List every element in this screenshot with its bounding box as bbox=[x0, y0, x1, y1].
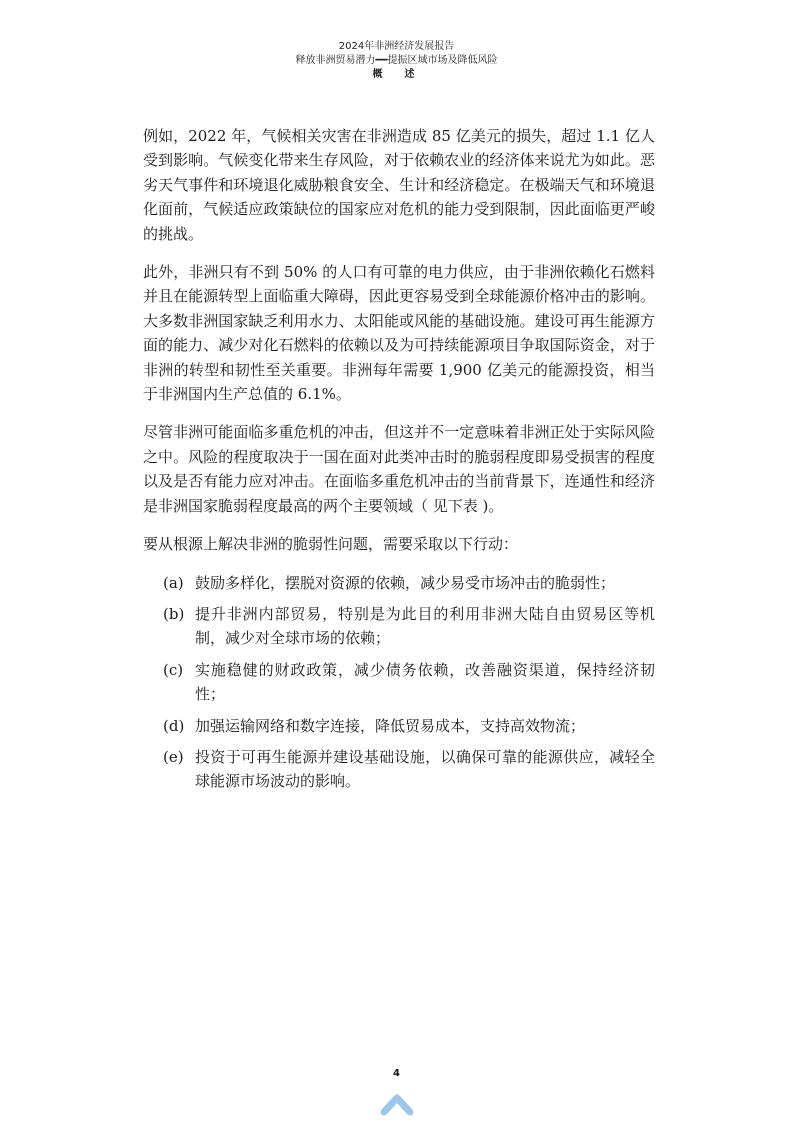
list-item bbox=[143, 714, 655, 738]
list-marker: (b) bbox=[163, 604, 185, 623]
paragraph-2: 此外，非洲只有不到 50% 的人口有可靠的电力供应，由于非洲依赖化石燃料并且在能源转型上面临重大障碍，因此更容易受到全球能源价格冲击的影响。大多数非洲国家缺乏利用水力、太阳能或风能的基础设施。建设可再生能源方面的能力、减少对化石燃料的依赖以及为可持续能源项目争取国际资金，对于非洲的转型和韧性至关重要。非洲每年需要 1,900 亿美元的能源投资，相当于非洲国内生产总值的 6.1%。 bbox=[143, 263, 655, 404]
list-marker: (e) bbox=[163, 747, 184, 766]
paragraph-4: 要从根源上解决非洲的脆弱性问题，需要采取以下行动： bbox=[143, 535, 519, 554]
list-item-text: 加强运输网络和数字连接，降低贸易成本，支持高效物流； bbox=[195, 716, 586, 735]
list-item-text: 投资于可再生能源并建设基础设施，以确保可靠的能源供应，减轻全球能源市场波动的影响。 bbox=[195, 747, 655, 791]
section-title: 概 述 bbox=[372, 69, 421, 80]
scroll-top-button[interactable] bbox=[380, 1090, 414, 1116]
list-item-text: 鼓励多样化，摆脱对资源的依赖，减少易受市场冲击的脆弱性； bbox=[195, 573, 616, 592]
list-item-text: 实施稳健的财政政策，减少债务依赖，改善融资渠道，保持经济韧性； bbox=[195, 660, 655, 704]
report-subtitle: 释放非洲贸易潜力━━提振区域市场及降低风险 bbox=[295, 55, 498, 66]
list-marker: (a) bbox=[163, 573, 184, 592]
paragraph-1: 例如，2022 年，气候相关灾害在非洲造成 85 亿美元的损失，超过 1.1 亿人受到影响。气候变化带来生存风险，对于依赖农业的经济体来说尤为如此。恶劣天气事件和环境退化威胁粮食安全、生计和经济稳定。在极端天气和环境退化面前，气候适应政策缺位的国家应对危机的能力受到限制，因此面临更严峻的挑战。 bbox=[143, 127, 655, 243]
page-header bbox=[0, 40, 793, 82]
page-body bbox=[143, 124, 655, 801]
action-list bbox=[143, 571, 655, 794]
page-number: 4 bbox=[393, 1068, 400, 1079]
list-item-text: 提升非洲内部贸易，特别是为此目的利用非洲大陆自由贸易区等机制，减少对全球市场的依赖； bbox=[195, 604, 655, 648]
chevron-up-icon bbox=[380, 1090, 414, 1116]
list-marker: (d) bbox=[163, 716, 185, 735]
list-item bbox=[143, 745, 655, 794]
list-item bbox=[143, 602, 655, 651]
paragraph-3: 尽管非洲可能面临多重危机的冲击，但这并不一定意味着非洲正处于实际风险之中。风险的程度取决于一国在面对此类冲击时的脆弱程度即易受损害的程度以及是否有能力应对冲击。在面临多重危机冲击的当前背景下，连通性和经济是非洲国家脆弱程度最高的两个主要领域（ 见下表 )。 bbox=[143, 423, 655, 515]
list-item bbox=[143, 571, 655, 595]
list-item bbox=[143, 658, 655, 707]
report-title: 2024年非洲经济发展报告 bbox=[338, 41, 455, 52]
list-marker: (c) bbox=[163, 660, 184, 679]
